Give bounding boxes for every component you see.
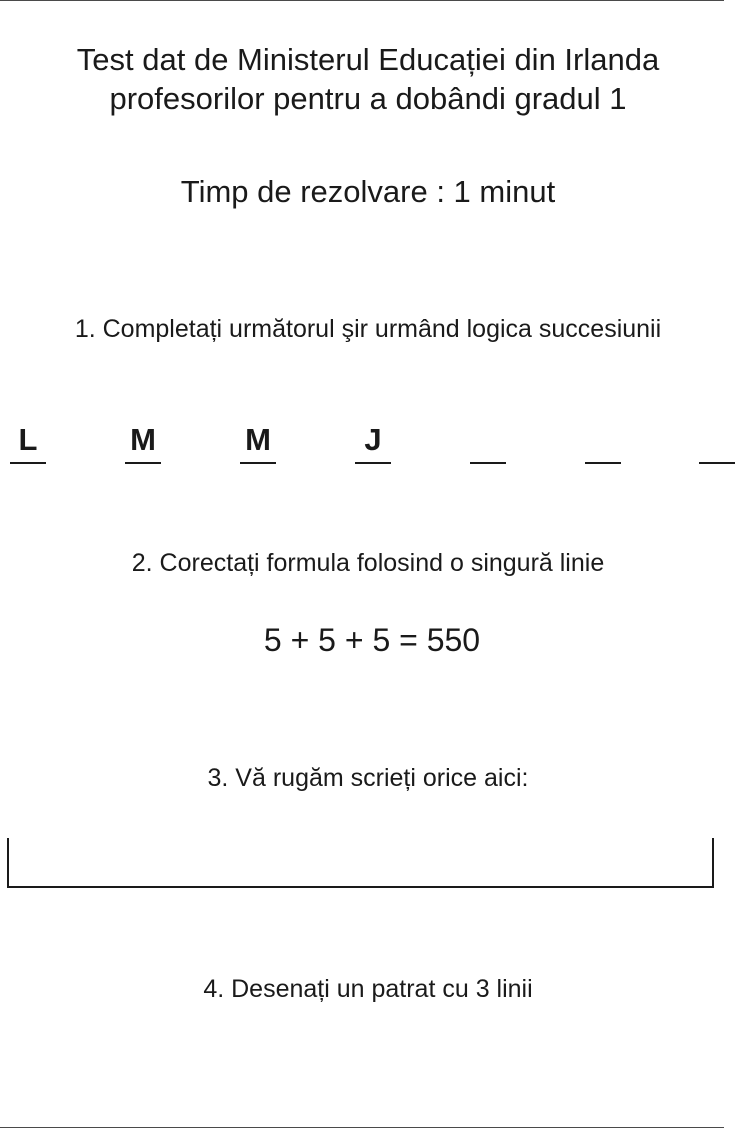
- sequence-letter: [699, 420, 735, 460]
- sequence-item-1: [10, 420, 46, 464]
- sequence-underline: [10, 462, 46, 464]
- sequence-letter: J: [364, 422, 382, 457]
- sequence-item-2: [125, 420, 161, 464]
- title-line-2: profesorilor pentru a dobândi gradul 1: [109, 81, 627, 116]
- title-line-1: Test dat de Ministerul Educației din Irlanda: [76, 42, 660, 77]
- page-title: [0, 40, 736, 118]
- sequence-blank-5[interactable]: [470, 420, 506, 464]
- sequence-item-4: [355, 420, 391, 464]
- sequence-letter: L: [18, 422, 38, 457]
- answer-box[interactable]: [7, 838, 714, 888]
- question-2-text: 2. Corectați formula folosind o singură linie: [131, 549, 605, 577]
- sequence-underline: [240, 462, 276, 464]
- question-3-text: 3. Vă rugăm scrieți orice aici:: [207, 764, 529, 792]
- sequence-item-3: [240, 420, 276, 464]
- sequence-underline: [470, 462, 506, 464]
- top-rule: [0, 0, 724, 1]
- sequence-letter: [585, 420, 621, 460]
- sequence-underline: [585, 462, 621, 464]
- question-4-text: 4. Desenați un patrat cu 3 linii: [203, 975, 533, 1003]
- time-limit: Timp de rezolvare : 1 minut: [180, 174, 556, 209]
- sequence-letter: [470, 420, 506, 460]
- sequence-blank-6[interactable]: [585, 420, 621, 464]
- bottom-rule: [0, 1127, 724, 1128]
- sequence-underline: [125, 462, 161, 464]
- sequence-letter: M: [245, 422, 271, 457]
- sequence-underline: [355, 462, 391, 464]
- sequence-letter: M: [130, 422, 156, 457]
- question-1-text: 1. Completați următorul şir urmând logica succesiunii: [74, 315, 662, 343]
- sequence-blank-7[interactable]: [699, 420, 735, 464]
- formula: 5 + 5 + 5 = 550: [263, 622, 481, 658]
- sequence-underline: [699, 462, 735, 464]
